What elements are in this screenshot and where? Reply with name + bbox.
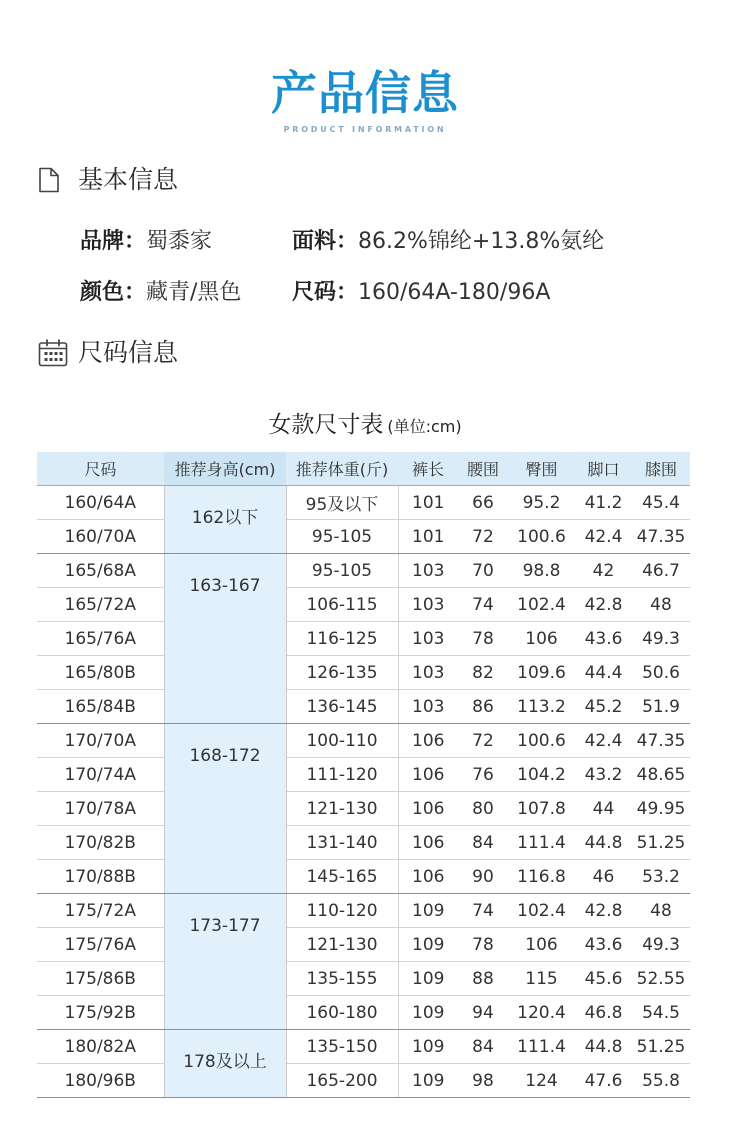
hem-cell: 42.8 — [575, 588, 632, 622]
size-cell: 165/76A — [37, 622, 164, 656]
weight-cell: 135-155 — [286, 962, 398, 996]
weight-cell: 126-135 — [286, 656, 398, 690]
table-row — [37, 962, 690, 996]
knee-cell: 51.25 — [632, 826, 690, 860]
size-cell: 170/74A — [37, 758, 164, 792]
hem-cell: 44.8 — [575, 1030, 632, 1064]
hip-cell: 107.8 — [508, 792, 575, 826]
pants-length-cell: 103 — [398, 690, 458, 724]
pants-length-cell: 103 — [398, 622, 458, 656]
header-weight: 推荐体重(斤) — [286, 452, 398, 486]
waist-cell: 84 — [458, 1030, 508, 1064]
hip-cell: 113.2 — [508, 690, 575, 724]
height-range-cell: 173-177 — [164, 894, 286, 1030]
hem-cell: 45.2 — [575, 690, 632, 724]
waist-cell: 78 — [458, 928, 508, 962]
size-table — [37, 452, 690, 1098]
hem-cell: 43.6 — [575, 622, 632, 656]
table-row — [37, 894, 690, 928]
pants-length-cell: 106 — [398, 792, 458, 826]
weight-cell: 116-125 — [286, 622, 398, 656]
weight-cell: 160-180 — [286, 996, 398, 1030]
weight-cell: 121-130 — [286, 792, 398, 826]
table-row — [37, 860, 690, 894]
pants-length-cell: 106 — [398, 826, 458, 860]
knee-cell: 45.4 — [632, 486, 690, 520]
hip-cell: 109.6 — [508, 656, 575, 690]
hem-cell: 43.2 — [575, 758, 632, 792]
hip-cell: 104.2 — [508, 758, 575, 792]
table-row — [37, 792, 690, 826]
waist-cell: 86 — [458, 690, 508, 724]
hem-cell: 44.4 — [575, 656, 632, 690]
waist-cell: 70 — [458, 554, 508, 588]
weight-cell: 145-165 — [286, 860, 398, 894]
height-range-cell: 178及以上 — [164, 1030, 286, 1098]
hip-cell: 115 — [508, 962, 575, 996]
table-row — [37, 588, 690, 622]
waist-cell: 76 — [458, 758, 508, 792]
waist-cell: 88 — [458, 962, 508, 996]
color-field — [80, 278, 241, 308]
hem-cell: 46 — [575, 860, 632, 894]
fabric-value: 86.2%锦纶+13.8%氨纶 — [358, 229, 605, 254]
knee-cell: 47.35 — [632, 520, 690, 554]
size-cell: 170/70A — [37, 724, 164, 758]
weight-cell: 121-130 — [286, 928, 398, 962]
table-row — [37, 520, 690, 554]
hem-cell: 43.6 — [575, 928, 632, 962]
size-info-heading-label: 尺码信息 — [78, 338, 179, 367]
hem-cell: 47.6 — [575, 1064, 632, 1098]
pants-length-cell: 109 — [398, 1030, 458, 1064]
hip-cell: 106 — [508, 928, 575, 962]
hem-cell: 44 — [575, 792, 632, 826]
size-cell: 170/88B — [37, 860, 164, 894]
weight-cell: 95-105 — [286, 520, 398, 554]
hip-cell: 124 — [508, 1064, 575, 1098]
size-range-value: 160/64A-180/96A — [358, 280, 551, 305]
size-cell: 170/82B — [37, 826, 164, 860]
size-cell: 180/96B — [37, 1064, 164, 1098]
hip-cell: 102.4 — [508, 588, 575, 622]
size-range-label: 尺码： — [292, 280, 359, 305]
pants-length-cell: 109 — [398, 894, 458, 928]
hip-cell: 100.6 — [508, 520, 575, 554]
fabric-label: 面料： — [292, 229, 359, 254]
hem-cell: 42.4 — [575, 724, 632, 758]
hip-cell: 95.2 — [508, 486, 575, 520]
table-row — [37, 554, 690, 588]
basic-info-heading — [38, 165, 178, 195]
size-table-title-text: 女款尺寸表 — [268, 412, 384, 438]
weight-cell: 111-120 — [286, 758, 398, 792]
header-height: 推荐身高(cm) — [164, 452, 286, 486]
size-cell: 160/70A — [37, 520, 164, 554]
pants-length-cell: 106 — [398, 724, 458, 758]
hem-cell: 42.8 — [575, 894, 632, 928]
hem-cell: 42.4 — [575, 520, 632, 554]
knee-cell: 50.6 — [632, 656, 690, 690]
hip-cell: 106 — [508, 622, 575, 656]
table-row — [37, 724, 690, 758]
waist-cell: 78 — [458, 622, 508, 656]
knee-cell: 52.55 — [632, 962, 690, 996]
pants-length-cell: 103 — [398, 554, 458, 588]
weight-cell: 106-115 — [286, 588, 398, 622]
table-row — [37, 1064, 690, 1098]
table-row — [37, 486, 690, 520]
header-waist: 腰围 — [458, 452, 508, 486]
info-row — [0, 278, 730, 308]
knee-cell: 49.95 — [632, 792, 690, 826]
weight-cell: 131-140 — [286, 826, 398, 860]
hem-cell: 46.8 — [575, 996, 632, 1030]
hip-cell: 120.4 — [508, 996, 575, 1030]
fabric-field — [292, 227, 604, 257]
table-row — [37, 928, 690, 962]
color-value: 藏青/黑色 — [146, 280, 242, 305]
hip-cell: 102.4 — [508, 894, 575, 928]
waist-cell: 66 — [458, 486, 508, 520]
header-hem: 脚口 — [575, 452, 632, 486]
document-icon — [38, 167, 60, 193]
brand-field — [80, 227, 212, 257]
size-cell: 180/82A — [37, 1030, 164, 1064]
waist-cell: 72 — [458, 520, 508, 554]
table-row — [37, 996, 690, 1030]
knee-cell: 51.9 — [632, 690, 690, 724]
waist-cell: 74 — [458, 894, 508, 928]
hem-cell: 45.6 — [575, 962, 632, 996]
pants-length-cell: 103 — [398, 588, 458, 622]
pants-length-cell: 106 — [398, 860, 458, 894]
pants-length-cell: 106 — [398, 758, 458, 792]
pants-length-cell: 101 — [398, 520, 458, 554]
table-row — [37, 826, 690, 860]
pants-length-cell: 101 — [398, 486, 458, 520]
size-range-field — [292, 278, 550, 308]
page-subtitle: PRODUCT INFORMATION — [283, 125, 447, 134]
weight-cell: 135-150 — [286, 1030, 398, 1064]
header-pants-length: 裤长 — [398, 452, 458, 486]
pants-length-cell: 109 — [398, 1064, 458, 1098]
weight-cell: 100-110 — [286, 724, 398, 758]
size-cell: 175/86B — [37, 962, 164, 996]
knee-cell: 48 — [632, 588, 690, 622]
header-size: 尺码 — [37, 452, 164, 486]
info-row — [0, 227, 730, 257]
header-hip: 臀围 — [508, 452, 575, 486]
height-range-cell: 163-167 — [164, 554, 286, 724]
size-cell: 175/72A — [37, 894, 164, 928]
pants-length-cell: 109 — [398, 928, 458, 962]
hip-cell: 98.8 — [508, 554, 575, 588]
size-cell: 175/76A — [37, 928, 164, 962]
knee-cell: 49.3 — [632, 622, 690, 656]
page-title: 产品信息 — [271, 66, 459, 120]
size-cell: 170/78A — [37, 792, 164, 826]
table-row — [37, 656, 690, 690]
height-range-cell: 162以下 — [164, 486, 286, 554]
knee-cell: 48.65 — [632, 758, 690, 792]
knee-cell: 49.3 — [632, 928, 690, 962]
weight-cell: 95及以下 — [286, 486, 398, 520]
calendar-icon — [38, 339, 68, 367]
table-row — [37, 622, 690, 656]
hip-cell: 100.6 — [508, 724, 575, 758]
size-cell: 165/84B — [37, 690, 164, 724]
knee-cell: 55.8 — [632, 1064, 690, 1098]
hem-cell: 44.8 — [575, 826, 632, 860]
waist-cell: 72 — [458, 724, 508, 758]
waist-cell: 74 — [458, 588, 508, 622]
basic-info-heading-label: 基本信息 — [78, 165, 179, 194]
knee-cell: 53.2 — [632, 860, 690, 894]
weight-cell: 95-105 — [286, 554, 398, 588]
header-knee: 膝围 — [632, 452, 690, 486]
size-cell: 165/72A — [37, 588, 164, 622]
table-row — [37, 758, 690, 792]
knee-cell: 46.7 — [632, 554, 690, 588]
waist-cell: 82 — [458, 656, 508, 690]
weight-cell: 136-145 — [286, 690, 398, 724]
table-header-row — [37, 452, 690, 486]
pants-length-cell: 109 — [398, 962, 458, 996]
hip-cell: 111.4 — [508, 1030, 575, 1064]
waist-cell: 80 — [458, 792, 508, 826]
weight-cell: 110-120 — [286, 894, 398, 928]
size-cell: 160/64A — [37, 486, 164, 520]
size-table-unit: (单位:cm) — [387, 417, 462, 436]
size-table-title — [0, 410, 730, 442]
knee-cell: 48 — [632, 894, 690, 928]
height-range-cell: 168-172 — [164, 724, 286, 894]
color-label: 颜色： — [80, 280, 147, 305]
size-info-heading — [38, 338, 178, 368]
weight-cell: 165-200 — [286, 1064, 398, 1098]
waist-cell: 98 — [458, 1064, 508, 1098]
knee-cell: 54.5 — [632, 996, 690, 1030]
brand-value: 蜀黍家 — [146, 229, 213, 254]
pants-length-cell: 109 — [398, 996, 458, 1030]
size-cell: 165/68A — [37, 554, 164, 588]
knee-cell: 51.25 — [632, 1030, 690, 1064]
size-cell: 175/92B — [37, 996, 164, 1030]
waist-cell: 84 — [458, 826, 508, 860]
pants-length-cell: 103 — [398, 656, 458, 690]
brand-label: 品牌： — [80, 229, 147, 254]
table-row — [37, 1030, 690, 1064]
hip-cell: 111.4 — [508, 826, 575, 860]
waist-cell: 90 — [458, 860, 508, 894]
table-header — [37, 452, 690, 486]
table-row — [37, 690, 690, 724]
knee-cell: 47.35 — [632, 724, 690, 758]
hip-cell: 116.8 — [508, 860, 575, 894]
size-cell: 165/80B — [37, 656, 164, 690]
hem-cell: 41.2 — [575, 486, 632, 520]
waist-cell: 94 — [458, 996, 508, 1030]
table-body — [37, 486, 690, 1098]
hem-cell: 42 — [575, 554, 632, 588]
